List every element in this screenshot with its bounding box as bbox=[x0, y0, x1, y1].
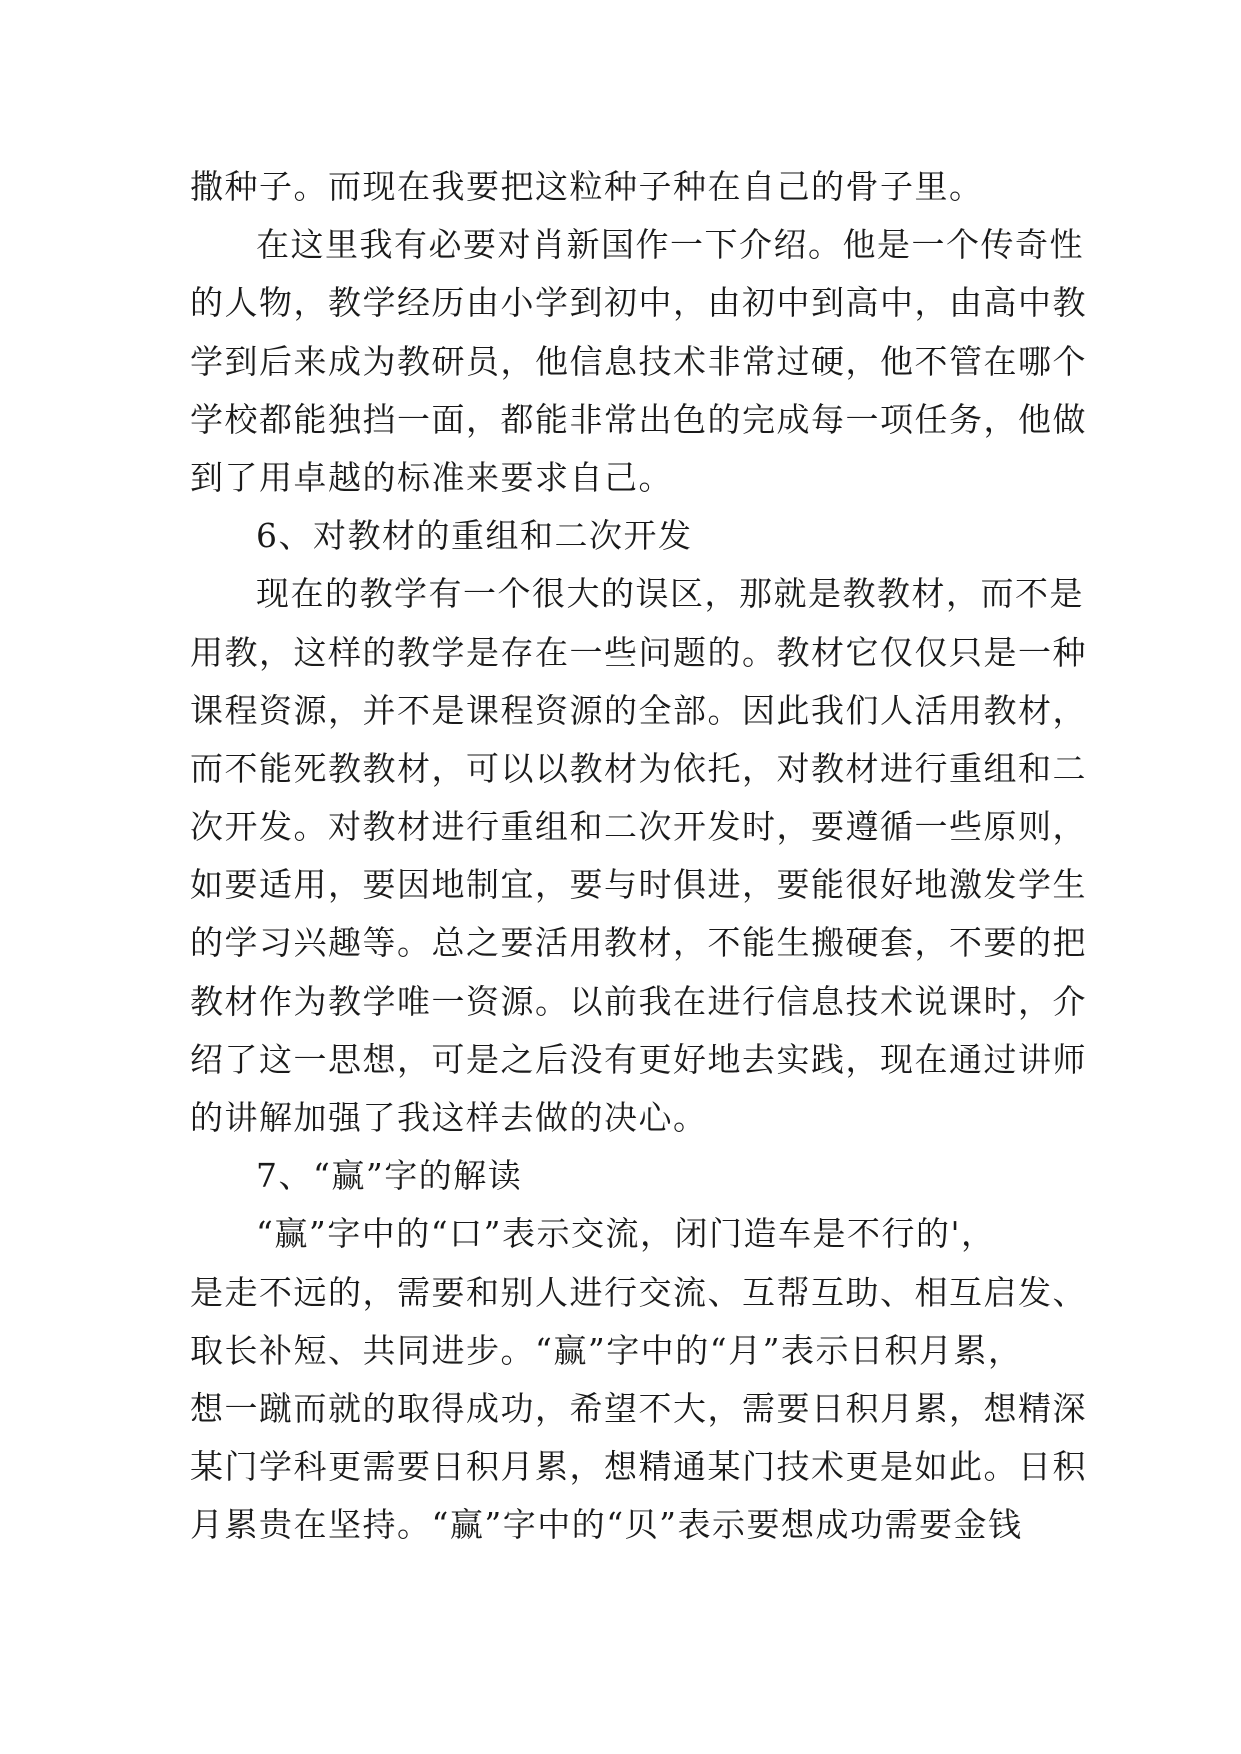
paragraph-start-line: 在这里我有必要对肖新国作一下介绍。他是一个传奇性 bbox=[256, 225, 1084, 265]
text-line: 撒种子。而现在我要把这粒种子种在自己的骨子里。 bbox=[190, 167, 984, 206]
text-line: 绍了这一思想，可是之后没有更好地去实践，现在通过讲师 bbox=[190, 1039, 1087, 1079]
text-line: 取长补短、共同进步。“赢”字中的“月”表示日积月累， bbox=[190, 1330, 1023, 1370]
text-line: 的人物，教学经历由小学到初中，由初中到高中，由高中教 bbox=[190, 283, 1087, 323]
text-line: 次开发。对教材进行重组和二次开发时，要遵循一些原则， bbox=[190, 807, 1087, 847]
text-line: 教材作为教学唯一资源。以前我在进行信息技术说课时，介 bbox=[190, 981, 1087, 1021]
text-line: 课程资源，并不是课程资源的全部。因此我们人活用教材， bbox=[190, 690, 1087, 730]
text-line: 如要适用，要因地制宜，要与时俱进，要能很好地激发学生 bbox=[190, 865, 1087, 905]
text-line: 的讲解加强了我这样去做的决心。 bbox=[190, 1098, 708, 1137]
text-line: 学到后来成为教研员，他信息技术非常过硬，他不管在哪个 bbox=[190, 341, 1087, 381]
section-heading-7: 7、“赢”字的解读 bbox=[256, 1156, 523, 1196]
section-heading-6: 6、对教材的重组和二次开发 bbox=[256, 516, 693, 556]
paragraph-start-line: 现在的教学有一个很大的误区，那就是教教材，而不是 bbox=[256, 574, 1084, 614]
text-line: 想一蹴而就的取得成功，希望不大，需要日积月累，想精深 bbox=[190, 1388, 1087, 1428]
document-body bbox=[190, 158, 1087, 1555]
text-line: 某门学科更需要日积月累，想精通某门技术更是如此。日积 bbox=[190, 1447, 1087, 1487]
text-line: 用教，这样的教学是存在一些问题的。教材它仅仅只是一种 bbox=[190, 632, 1087, 672]
text-line: 是走不远的，需要和别人进行交流、互帮互助、相互启发、 bbox=[190, 1272, 1087, 1312]
text-line: 学校都能独挡一面，都能非常出色的完成每一项任务，他做 bbox=[190, 399, 1087, 439]
paragraph-start-line: “赢”字中的“口”表示交流，闭门造车是不行的'， bbox=[256, 1214, 996, 1254]
text-line: 月累贵在坚持。“赢”字中的“贝”表示要想成功需要金钱 bbox=[190, 1505, 1023, 1545]
text-line: 的学习兴趣等。总之要活用教材，不能生搬硬套，不要的把 bbox=[190, 923, 1087, 963]
text-line: 到了用卓越的标准来要求自己。 bbox=[190, 457, 673, 497]
text-line: 而不能死教教材，可以以教材为依托，对教材进行重组和二 bbox=[190, 748, 1087, 788]
